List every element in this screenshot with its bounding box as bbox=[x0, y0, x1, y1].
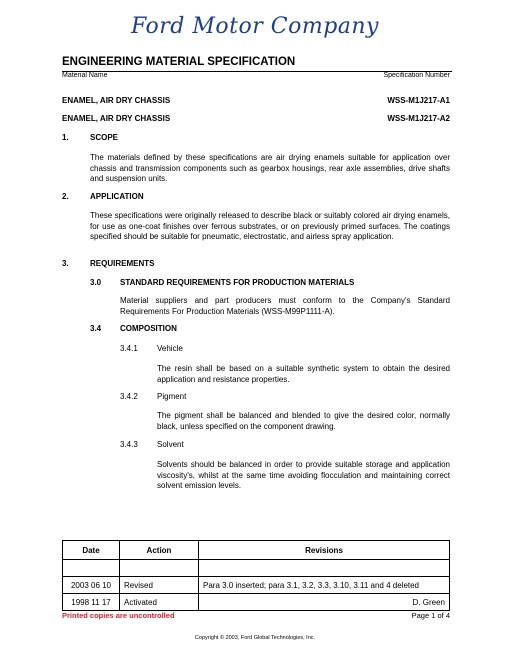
table-row-empty bbox=[63, 560, 450, 577]
revision-action: Revised bbox=[120, 577, 199, 594]
column-header-action: Action bbox=[120, 541, 199, 560]
material-name-1: ENAMEL, AIR DRY CHASSIS bbox=[62, 96, 171, 105]
subsection-title-vehicle: Vehicle bbox=[157, 344, 183, 353]
subsection-number-3-4-3: 3.4.3 bbox=[120, 440, 138, 449]
pigment-paragraph: The pigment shall be balanced and blended to give the desired color, normally black, unless specified on the component drawing. bbox=[157, 411, 450, 431]
revision-action: Activated bbox=[120, 594, 199, 611]
subsection-title-3-4: COMPOSITION bbox=[120, 324, 177, 333]
subsection-title-solvent: Solvent bbox=[157, 440, 184, 449]
section-title-application: APPLICATION bbox=[90, 192, 144, 201]
spec-number-2: WSS-M1J217-A2 bbox=[387, 114, 450, 123]
revision-table-header bbox=[63, 541, 450, 560]
table-cell bbox=[199, 560, 450, 577]
application-paragraph: These specifications were originally released to describe black or suitably colored air drying enamels, for use as one-coat finishes over ferrous substrates, or on previously primed surfaces. The coatings specified should be suitable for pneumatic, electrostatic, and airless spray application. bbox=[90, 211, 450, 241]
section-title-requirements: REQUIREMENTS bbox=[90, 259, 155, 268]
material-name-label: Material Name bbox=[62, 72, 108, 79]
spec-number-1: WSS-M1J217-A1 bbox=[387, 96, 450, 105]
table-cell bbox=[120, 560, 199, 577]
standard-requirements-paragraph: Material suppliers and part producers must conform to the Company's Standard Requirements For Production Materials (WSS-M99P1111-A). bbox=[120, 296, 450, 316]
revision-date: 2003 06 10 bbox=[63, 577, 120, 594]
section-title-scope: SCOPE bbox=[90, 133, 119, 142]
subsection-number-3-4-2: 3.4.2 bbox=[120, 392, 138, 401]
table-row bbox=[63, 577, 450, 594]
revision-date: 1998 11 17 bbox=[63, 594, 120, 611]
copyright-notice: Copyright © 2003, Ford Global Technologies, Inc. bbox=[194, 635, 316, 641]
material-name-2: ENAMEL, AIR DRY CHASSIS bbox=[62, 114, 171, 123]
subsection-number-3-4: 3.4 bbox=[90, 324, 102, 333]
subsection-number-3-0: 3.0 bbox=[90, 278, 102, 287]
column-header-date: Date bbox=[63, 541, 120, 560]
vehicle-paragraph: The resin shall be based on a suitable synthetic system to obtain the desired application and resistance properties. bbox=[157, 364, 450, 384]
section-number-scope: 1. bbox=[62, 133, 69, 142]
subsection-title-pigment: Pigment bbox=[157, 392, 187, 401]
subsection-number-3-4-1: 3.4.1 bbox=[120, 344, 138, 353]
table-row bbox=[63, 594, 450, 611]
solvent-paragraph: Solvents should be balanced in order to provide suitable storage and application viscosity's, whilst at the same time avoiding flocculation and maintaining correct solvent emission levels. bbox=[157, 460, 450, 490]
revision-description: D. Green bbox=[199, 594, 450, 611]
subsection-title-3-0: STANDARD REQUIREMENTS FOR PRODUCTION MATERIALS bbox=[120, 278, 355, 287]
section-number-requirements: 3. bbox=[62, 259, 69, 268]
page-number: Page 1 of 4 bbox=[411, 611, 450, 620]
document-title: ENGINEERING MATERIAL SPECIFICATION bbox=[62, 56, 296, 68]
revision-table bbox=[62, 540, 450, 611]
spec-number-label: Specification Number bbox=[383, 72, 450, 79]
scope-paragraph: The materials defined by these specifications are air drying enamels suitable for application over chassis and transmission components such as gearbox housings, rear axle assemblies, drive shafts and suspension units. bbox=[90, 153, 450, 183]
section-number-application: 2. bbox=[62, 192, 69, 201]
column-header-revisions: Revisions bbox=[199, 541, 450, 560]
revision-description: Para 3.0 inserted; para 3.1, 3.2, 3.3, 3.10, 3.11 and 4 deleted bbox=[199, 577, 450, 594]
ford-logo: Ford Motor Company bbox=[130, 14, 379, 39]
uncontrolled-copy-notice: Printed copies are uncontrolled bbox=[62, 611, 175, 620]
table-cell bbox=[63, 560, 120, 577]
